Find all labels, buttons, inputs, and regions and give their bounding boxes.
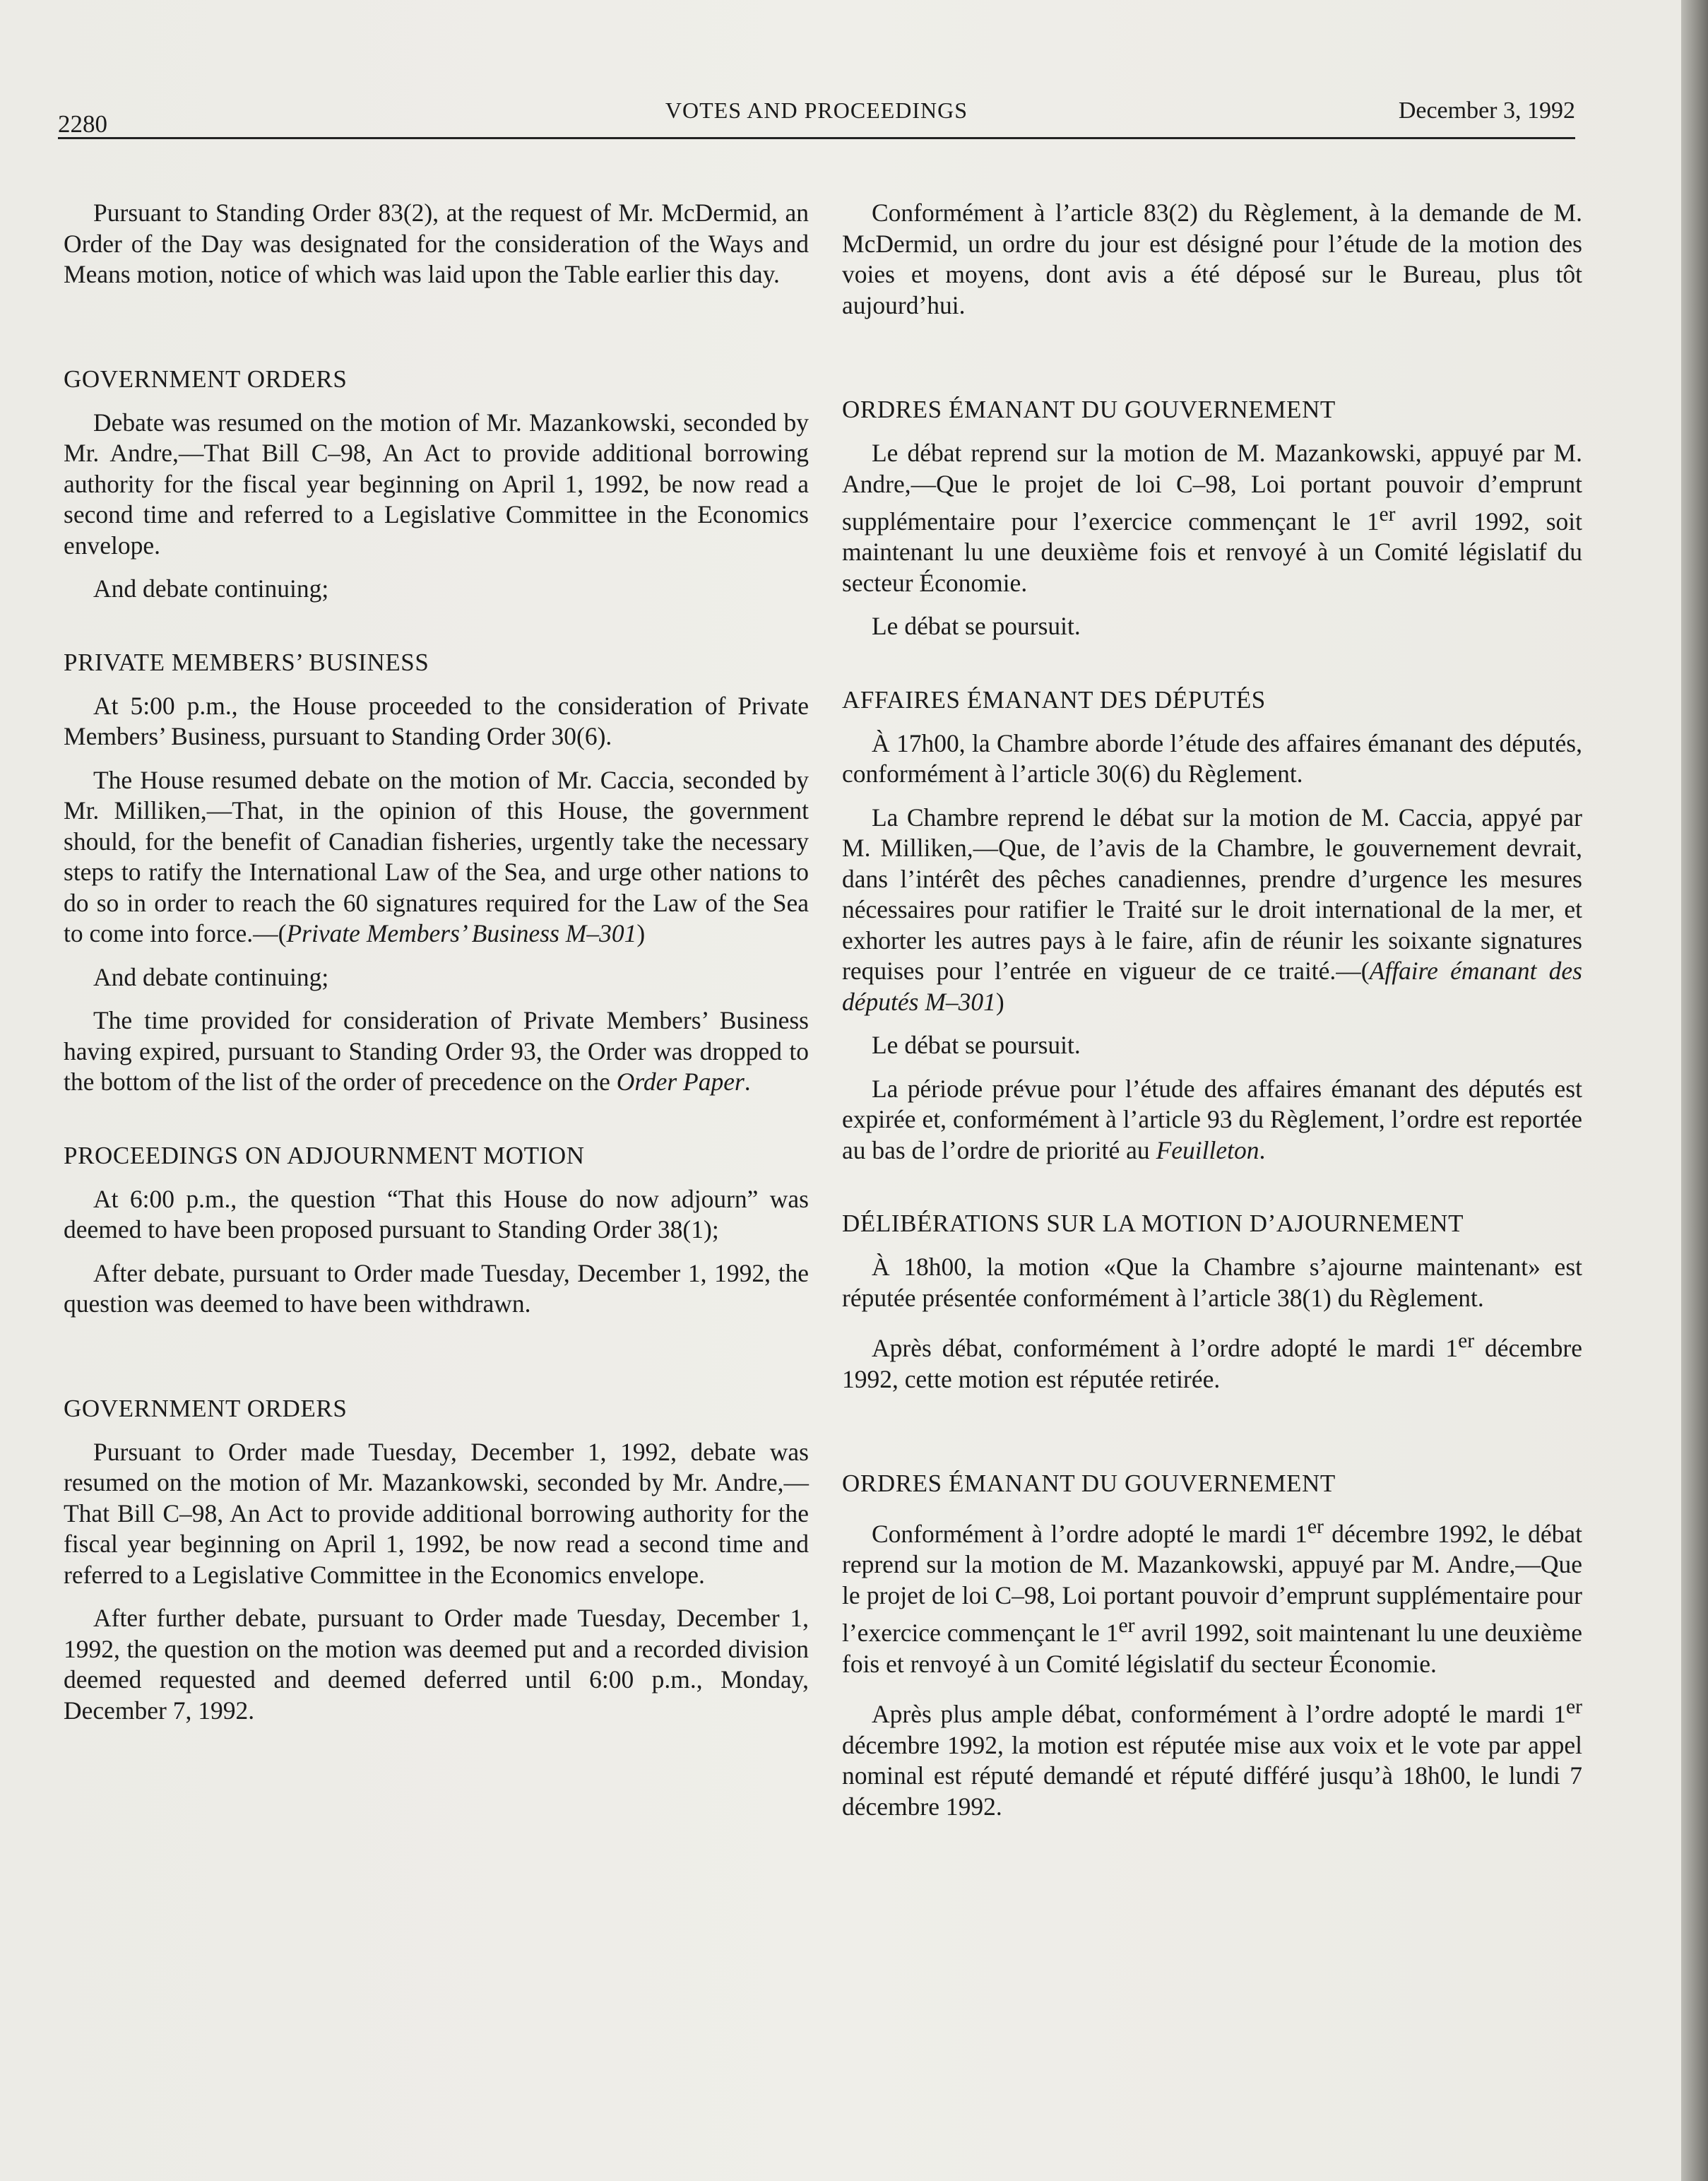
section-heading: DÉLIBÉRATIONS SUR LA MOTION D’AJOURNEMENT [842,1210,1464,1238]
paragraph: Le débat se poursuit. [872,612,1081,641]
paragraph: At 6:00 p.m., the question “That this House do now adjourn” was deemed to have been proposed pursuant to Standing Order 38(1); [64,1184,809,1243]
paragraph-end: . [744,1068,751,1096]
paragraph-text: Après débat, conformément à l’ordre adopté le mardi 1 [872,1334,1459,1363]
paragraph: After further debate, pursuant to Order made Tuesday, December 1, 1992, the question on the motion was deemed put and a recorded division deemed requested and deemed deferred until 6:00 p.m., Monday, December 7, 1992. [64,1604,809,1725]
paragraph: Pursuant to Standing Order 83(2), at the request of Mr. McDermid, an Order of the Day was designated for the consideration of the Ways and Means motion, notice of which was laid upon the Table earlier this day. [64,199,809,288]
superscript: er [1118,1614,1135,1638]
paragraph: À 17h00, la Chambre aborde l’étude des affaires émanant des députés, conformément à l’article 30(6) du Règlement. [842,728,1582,788]
paragraph-text: Après plus ample débat, conformément à l’ordre adopté le mardi 1 [872,1700,1567,1729]
italic-reference: Affaire émanant des députés M–301 [842,957,1582,1016]
section-heading: ORDRES ÉMANANT DU GOUVERNEMENT [842,396,1336,423]
page-number: 2280 [58,110,107,138]
paragraph-text: La période prévue pour l’étude des affaires émanant des députés est expirée et, conformément à l’article 93 du Règlement, l’ordre est reportée au bas de l’ordre de priorité au [842,1074,1582,1164]
paragraph [842,1512,1582,1679]
italic-reference: Feuilleton [1156,1135,1259,1164]
english-column [64,198,809,1726]
paragraph-text: décembre 1992, la motion est réputée mise aux voix et le vote par appel nominal est réputé demandé et réputé différé jusqu’à 18h00, le lundi 7 décembre 1992. [842,1730,1582,1821]
paragraph [842,1692,1582,1822]
paragraph [64,765,809,950]
paragraph [842,1326,1582,1395]
paragraph: Pursuant to Order made Tuesday, December 1, 1992, debate was resumed on the motion of Mr. Mazankowski, seconded by Mr. Andre,—That Bill C–98, An Act to provide additional borrowing authority for the fiscal year beginning on April 1, 1992, be now read a second time and referred to a Legislative Committee in the Economics envelope. [64,1437,809,1589]
paragraph: Conformément à l’article 83(2) du Règlement, à la demande de M. McDermid, un ordre du jour est désigné pour l’étude de la motion des voies et moyens, dont avis a été déposé sur le Bureau, plus tôt aujourd’hui. [842,199,1582,319]
page-header [58,93,1575,139]
italic-reference: Order Paper [616,1068,745,1096]
paragraph: At 5:00 p.m., the House proceeded to the consideration of Private Members’ Business, pursuant to Standing Order 30(6). [64,691,809,750]
section-heading: ORDRES ÉMANANT DU GOUVERNEMENT [842,1470,1336,1498]
paragraph [842,803,1582,1018]
paragraph-end: ) [636,919,646,947]
running-title: VOTES AND PROCEEDINGS [665,97,968,123]
paragraph-text: The time provided for consideration of Private Members’ Business having expired, pursuant to Standing Order 93, the Order was dropped to the bottom of the list of the order of precedence on the [64,1006,809,1096]
paragraph: Debate was resumed on the motion of Mr. Mazankowski, seconded by Mr. Andre,—That Bill C–98, An Act to provide additional borrowing authority for the fiscal year beginning on April 1, 1992, be now read a second time and referred to a Legislative Committee in the Economics envelope. [64,408,809,560]
superscript: er [1307,1515,1324,1539]
page-binding-edge [1681,0,1708,2181]
paragraph-text: Le débat reprend sur la motion de M. Mazankowski, appuyé par M. Andre,—Que le projet de loi C–98, Loi portant pouvoir d’emprunt supplémentaire pour l’exercice commençant le 1 [842,439,1582,536]
paragraph [64,1005,809,1098]
paragraph-text: décembre 1992, le débat reprend sur la motion de M. Mazankowski, appuyé par M. Andre,—Que le projet de loi C–98, Loi portant pouvoir d’emprunt supplémentaire pour l’exercice commençant le 1 [842,1519,1582,1648]
section-heading: AFFAIRES ÉMANANT DES DÉPUTÉS [842,685,1266,714]
superscript: er [1458,1330,1475,1353]
paragraph-text: The House resumed debate on the motion of Mr. Caccia, seconded by Mr. Milliken,—That, in the opinion of this House, the government should, for the benefit of Canadian fisheries, urgently take the necessary steps to ratify the International Law of the Sea, and urge other nations to do so in order to reach the 60 signatures required for the Law of the Sea to come into force.—( [64,765,809,947]
paragraph [842,438,1582,598]
paragraph-text: avril 1992, soit maintenant lu une deuxième fois et renvoyé à un Comité législatif du secteur Économie. [842,507,1582,597]
header-date: December 3, 1992 [1398,97,1575,124]
paragraph: And debate continuing; [93,962,329,991]
paragraph: Le débat se poursuit. [872,1031,1081,1060]
section-heading: GOVERNMENT ORDERS [64,1394,348,1422]
paragraph-text: avril 1992, soit maintenant lu une deuxième fois et renvoyé à un Comité législatif du secteur Économie. [842,1619,1583,1678]
paragraph: After debate, pursuant to Order made Tuesday, December 1, 1992, the question was deemed to have been withdrawn. [64,1258,809,1318]
superscript: er [1379,503,1396,526]
superscript: er [1566,1696,1582,1719]
paragraph-text: décembre 1992, cette motion est réputée retirée. [842,1334,1582,1393]
section-heading: GOVERNMENT ORDERS [64,365,348,393]
paragraph-text: Conformément à l’ordre adopté le mardi 1 [872,1519,1307,1548]
paragraph [842,1074,1582,1166]
paragraph-end: . [1259,1135,1266,1164]
section-heading: PRIVATE MEMBERS’ BUSINESS [64,648,429,676]
paragraph-text: La Chambre reprend le débat sur la motion de M. Caccia, appyé par M. Milliken,—Que, de l’avis de la Chambre, le gouvernement devrait, dans l’intérêt des pêches canadiennes, prendre d’urgence les mesures nécessaires pour ratifier le Traité sur le droit international de la mer, et exhorter les autres pays à le faire, afin de réunir les soixante signatures requises pour l’entrée en vigueur de ce traité.—( [842,803,1582,986]
italic-reference: Private Members’ Business M–301 [286,919,637,947]
paragraph-end: ) [995,987,1004,1016]
paragraph: And debate continuing; [93,574,329,603]
paragraph: À 18h00, la motion «Que la Chambre s’ajourne maintenant» est réputée présentée conformément à l’article 38(1) du Règlement. [842,1253,1582,1312]
section-heading: PROCEEDINGS ON ADJOURNMENT MOTION [64,1141,585,1169]
french-column [842,198,1582,1822]
